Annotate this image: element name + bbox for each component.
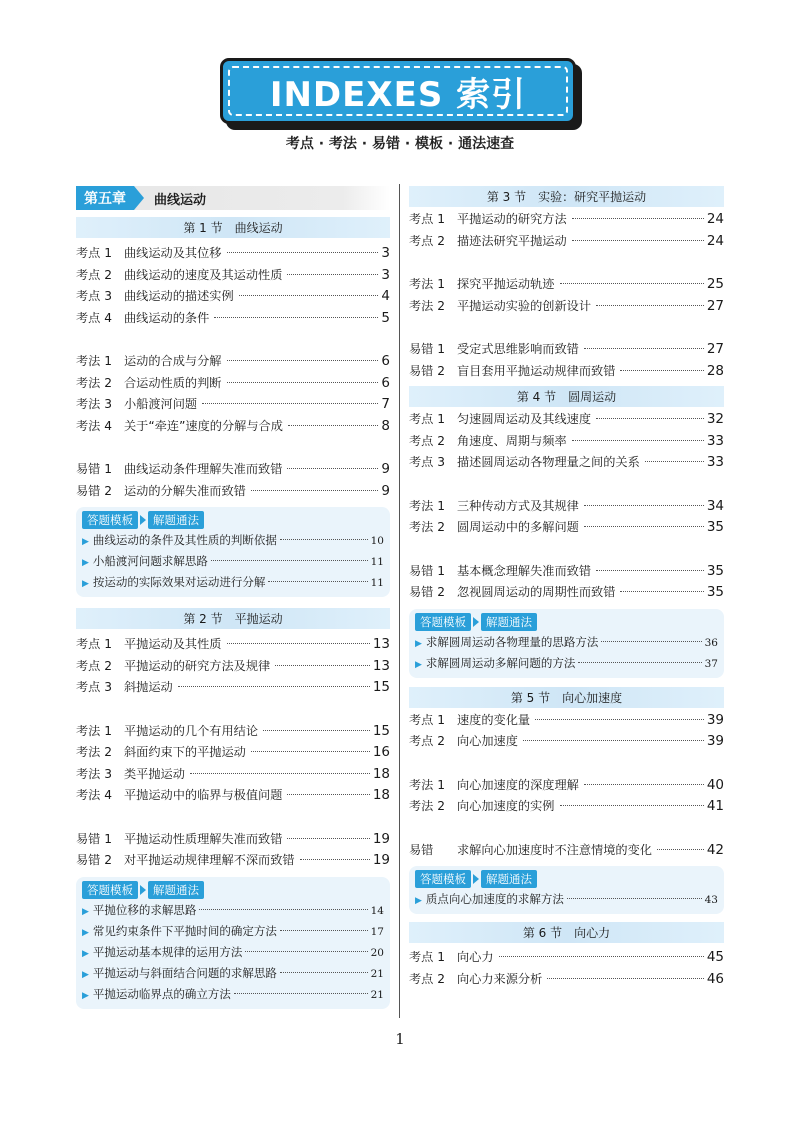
entry-title: 盲目套用平抛运动规律而致错 (457, 363, 616, 378)
leader-dots (596, 418, 704, 419)
entry-page: 34 (706, 497, 724, 514)
entry-page: 3 (381, 266, 390, 283)
template-item-title: 求解圆周运动各物理量的思路方法 (425, 634, 599, 649)
method-tag: 解题通法 (481, 870, 537, 888)
triangle-bullet-icon: ▶ (415, 659, 422, 670)
index-entry (409, 562, 724, 584)
index-entry (76, 266, 390, 288)
template-item-title: 平抛运动与斜面结合问题的求解思路 (92, 965, 277, 980)
leader-dots (535, 719, 704, 720)
leader-dots (227, 360, 379, 361)
entry-title: 曲线运动及其位移 (124, 246, 222, 260)
entry-code: 考点 1 (76, 246, 113, 260)
entry-title: 向心加速度的实例 (457, 799, 555, 813)
leader-dots (202, 403, 378, 404)
page-subtitle: 考点 · 考法 · 易错 · 模板 · 通法速查 (285, 136, 515, 152)
index-entry (76, 309, 390, 331)
index-entry (409, 518, 724, 540)
entry-page: 28 (706, 362, 724, 379)
entry-title: 角速度、周期与频率 (457, 433, 567, 448)
index-entry (76, 417, 390, 439)
leader-dots (596, 305, 704, 306)
leader-dots (584, 784, 704, 785)
section-header: 第 2 节 平抛运动 (76, 608, 390, 629)
template-box (409, 609, 724, 678)
leader-dots (275, 665, 370, 666)
entry-code: 考法 1 (76, 354, 113, 368)
entry-code: 考法 1 (409, 498, 446, 513)
entry-title: 运动的分解失准而致错 (124, 483, 246, 498)
leader-dots (251, 751, 370, 752)
entry-page: 32 (706, 411, 724, 427)
index-entry (76, 482, 390, 504)
leader-dots (287, 274, 378, 275)
template-tag: 答题模板 (82, 511, 138, 529)
entry-page: 25 (706, 276, 724, 292)
entry-code: 考法 1 (409, 277, 446, 291)
entry-title: 曲线运动的速度及其运动性质 (124, 267, 283, 282)
triangle-bullet-icon: ▶ (82, 990, 89, 1001)
leader-dots (620, 591, 703, 592)
template-box (409, 866, 724, 914)
entry-code: 考法 2 (76, 745, 113, 759)
entry-title: 描迹法研究平抛运动 (457, 233, 567, 248)
leader-dots (280, 930, 368, 931)
leader-dots (245, 951, 367, 952)
leader-dots (596, 570, 704, 571)
triangle-bullet-icon: ▶ (415, 896, 422, 906)
entry-title: 向心力 (457, 950, 494, 964)
entry-code: 考点 3 (409, 455, 446, 469)
template-item (415, 655, 718, 676)
entry-title: 平抛运动实验的创新设计 (457, 298, 592, 313)
index-entry (409, 497, 724, 519)
arrow-icon (140, 885, 146, 895)
template-item-page: 21 (370, 967, 384, 980)
entry-page: 4 (381, 288, 390, 304)
leader-dots (178, 686, 370, 687)
index-entry (76, 786, 390, 808)
index-entry (76, 657, 390, 679)
method-tag: 解题通法 (481, 613, 537, 631)
leader-dots (287, 468, 378, 469)
entry-code: 考点 3 (76, 289, 113, 303)
entry-page: 33 (706, 432, 724, 449)
index-entry (76, 352, 390, 374)
entry-code: 考点 2 (409, 433, 446, 448)
entry-code: 易错 1 (76, 462, 113, 476)
triangle-bullet-icon: ▶ (82, 969, 89, 980)
template-box (76, 877, 390, 1009)
entry-title: 类平抛运动 (124, 766, 185, 781)
leader-dots (547, 978, 704, 979)
leader-dots (601, 641, 701, 642)
template-item-page: 20 (370, 946, 384, 959)
chapter-header (76, 186, 390, 210)
entry-title: 求解向心加速度时不注意情境的变化 (457, 842, 652, 857)
template-item (82, 553, 384, 574)
index-entry (409, 232, 724, 254)
triangle-bullet-icon: ▶ (82, 558, 89, 568)
entry-page: 24 (706, 232, 724, 249)
leader-dots (268, 581, 367, 582)
entry-code: 考法 2 (76, 375, 113, 390)
entry-page: 39 (706, 733, 724, 749)
entry-code: 考法 3 (76, 397, 113, 411)
entry-code: 易错 1 (409, 342, 446, 356)
entry-title: 曲线运动的描述实例 (124, 289, 234, 303)
entry-page: 8 (381, 417, 390, 434)
template-header (415, 870, 718, 888)
template-box (76, 507, 390, 597)
index-entry (409, 275, 724, 297)
entry-title: 向心加速度的深度理解 (457, 777, 579, 792)
entry-page: 41 (706, 798, 724, 814)
entry-title: 平抛运动的几个有用结论 (124, 723, 259, 738)
entry-title: 平抛运动性质理解失准而致错 (124, 831, 283, 846)
entry-title: 描述圆周运动各物理量之间的关系 (457, 455, 640, 469)
entry-page: 18 (372, 787, 390, 803)
entry-title: 平抛运动中的临界与极值问题 (124, 788, 283, 802)
entry-code: 考点 1 (409, 212, 446, 226)
leader-dots (214, 317, 378, 318)
template-header (82, 881, 384, 899)
leader-dots (227, 382, 379, 383)
index-entry (409, 797, 724, 819)
entry-code: 考点 1 (76, 637, 113, 651)
entry-title: 忽视圆周运动的周期性而致错 (457, 585, 616, 599)
entry-code: 考点 2 (76, 267, 113, 282)
leader-dots (560, 283, 704, 284)
entry-page: 13 (372, 657, 390, 674)
index-entry (409, 362, 724, 384)
entry-title: 探究平抛运动轨迹 (457, 277, 555, 291)
entry-page: 40 (706, 776, 724, 793)
index-entry (76, 678, 390, 700)
leader-dots (620, 370, 703, 371)
index-entry (76, 244, 390, 266)
index-entry (409, 711, 724, 733)
template-item (415, 891, 718, 912)
template-header (82, 511, 384, 529)
template-item-title: 求解圆周运动多解问题的方法 (425, 655, 576, 670)
entry-page: 27 (706, 341, 724, 357)
entry-title: 曲线运动条件理解失准而致错 (124, 462, 283, 476)
leader-dots (572, 440, 704, 441)
entry-page: 9 (381, 482, 390, 499)
index-entry (409, 297, 724, 319)
template-item (82, 532, 384, 553)
index-entry (76, 722, 390, 744)
entry-page: 18 (372, 765, 390, 782)
entry-title: 小船渡河问题 (124, 397, 198, 411)
index-entry (76, 765, 390, 787)
template-tag: 答题模板 (82, 881, 138, 899)
entry-title: 速度的变化量 (457, 712, 531, 727)
entry-title: 斜面约束下的平抛运动 (124, 745, 246, 759)
triangle-bullet-icon: ▶ (82, 906, 89, 917)
leader-dots (288, 425, 379, 426)
entry-title: 合运动性质的判断 (124, 375, 222, 390)
chapter-name: 曲线运动 (154, 192, 207, 208)
leader-dots (190, 773, 370, 774)
template-item-title: 常见约束条件下平抛时间的确定方法 (92, 923, 277, 938)
template-item-page: 37 (704, 657, 718, 670)
entry-title: 斜抛运动 (124, 680, 173, 694)
leader-dots (572, 240, 704, 241)
entry-page: 46 (706, 970, 724, 987)
entry-title: 向心力来源分析 (457, 971, 543, 986)
leader-dots (584, 505, 704, 506)
entry-code: 易错 1 (409, 563, 446, 578)
index-entry (409, 453, 724, 475)
template-item-page: 21 (370, 988, 384, 1001)
entry-code: 考点 2 (76, 658, 113, 673)
entry-page: 33 (706, 454, 724, 470)
banner-dashed-frame (228, 66, 568, 116)
entry-title: 三种传动方式及其规律 (457, 498, 579, 513)
method-tag: 解题通法 (148, 511, 204, 529)
entry-code: 考点 2 (409, 734, 446, 748)
section-header: 第 6 节 向心力 (409, 922, 724, 943)
entry-code: 考法 4 (76, 788, 113, 802)
entry-code: 考法 1 (76, 723, 113, 738)
template-item-title: 平抛位移的求解思路 (92, 902, 197, 917)
left-column (76, 186, 390, 1009)
leader-dots (234, 993, 368, 994)
arrow-icon (140, 515, 146, 525)
entry-page: 7 (381, 396, 390, 412)
leader-dots (280, 539, 368, 540)
template-item-page: 10 (370, 535, 384, 547)
entry-page: 35 (706, 584, 724, 600)
triangle-bullet-icon: ▶ (82, 579, 89, 589)
entry-title: 受定式思维影响而致错 (457, 342, 579, 356)
entry-code: 考法 2 (409, 520, 446, 534)
index-entry (409, 340, 724, 362)
template-item-title: 平抛运动基本规律的运用方法 (92, 944, 243, 959)
template-item-page: 11 (370, 577, 384, 589)
entry-page: 15 (372, 679, 390, 695)
template-item-title: 按运动的实际效果对运动进行分解 (92, 575, 266, 589)
entry-page: 35 (706, 562, 724, 579)
leader-dots (239, 295, 379, 296)
column-divider (399, 184, 400, 1018)
leader-dots (572, 218, 704, 219)
template-item (82, 986, 384, 1007)
entry-title: 平抛运动及其性质 (124, 637, 222, 651)
template-tag: 答题模板 (415, 613, 471, 631)
index-entry (76, 743, 390, 765)
template-item-page: 14 (370, 904, 384, 917)
entry-page: 39 (706, 711, 724, 728)
entry-code: 考点 1 (409, 712, 446, 727)
index-entry (409, 841, 724, 863)
section-header: 第 1 节 曲线运动 (76, 217, 390, 238)
template-item-page: 36 (704, 636, 718, 649)
entry-code: 易错 1 (76, 831, 113, 846)
template-item-page: 17 (370, 925, 384, 938)
entry-page: 45 (706, 949, 724, 965)
index-banner (220, 58, 576, 124)
leader-dots (560, 805, 704, 806)
triangle-bullet-icon: ▶ (82, 948, 89, 959)
leader-dots (300, 859, 370, 860)
entry-page: 3 (381, 245, 390, 261)
arrow-icon (473, 874, 479, 884)
entry-page: 35 (706, 519, 724, 535)
template-item (415, 634, 718, 655)
index-entry (409, 210, 724, 232)
right-column (409, 186, 724, 991)
entry-page: 6 (381, 374, 390, 391)
entry-page: 9 (381, 461, 390, 477)
index-entry (76, 374, 390, 396)
index-entry (409, 948, 724, 970)
index-entry (409, 410, 724, 432)
entry-page: 27 (706, 297, 724, 314)
chapter-tag: 第五章 (76, 186, 134, 210)
leader-dots (227, 643, 370, 644)
section-header: 第 5 节 向心加速度 (409, 687, 724, 708)
entry-code: 考法 4 (76, 418, 113, 433)
entry-title: 圆周运动中的多解问题 (457, 520, 579, 534)
entry-code: 考法 3 (76, 766, 113, 781)
index-entry (76, 830, 390, 852)
entry-code: 考法 1 (409, 777, 446, 792)
leader-dots (523, 740, 704, 741)
entry-page: 42 (706, 841, 724, 858)
leader-dots (578, 662, 701, 663)
page-number: 1 (395, 1030, 405, 1048)
entry-code: 考点 4 (76, 310, 113, 325)
index-entry (409, 732, 724, 754)
section-header: 第 4 节 圆周运动 (409, 386, 724, 407)
index-entry (409, 583, 724, 605)
entry-page: 16 (372, 744, 390, 760)
index-entry (409, 970, 724, 992)
template-item (82, 902, 384, 923)
template-item-page: 43 (704, 894, 718, 906)
section-header: 第 3 节 实验：研究平抛运动 (409, 186, 724, 207)
entry-title: 平抛运动的研究方法及规律 (124, 658, 271, 673)
template-item (82, 965, 384, 986)
entry-code: 易错 (409, 842, 434, 857)
index-entry (76, 395, 390, 417)
index-entry (76, 287, 390, 309)
entry-code: 易错 2 (76, 853, 113, 867)
leader-dots (584, 348, 704, 349)
template-item (82, 574, 384, 595)
entry-title: 平抛运动的研究方法 (457, 212, 567, 226)
entry-code: 易错 2 (409, 585, 446, 599)
leader-dots (251, 490, 379, 491)
entry-page: 15 (372, 722, 390, 739)
template-item-page: 11 (370, 556, 384, 568)
template-item-title: 曲线运动的条件及其性质的判断依据 (92, 533, 277, 547)
entry-code: 考法 2 (409, 298, 446, 313)
arrow-icon (473, 617, 479, 627)
triangle-bullet-icon: ▶ (82, 537, 89, 547)
entry-code: 考点 2 (409, 233, 446, 248)
entry-title: 向心加速度 (457, 734, 518, 748)
entry-title: 匀速圆周运动及其线速度 (457, 412, 592, 426)
entry-title: 运动的合成与分解 (124, 354, 222, 368)
entry-code: 考点 1 (409, 950, 446, 964)
entry-code: 考点 1 (409, 412, 446, 426)
template-header (415, 613, 718, 631)
leader-dots (280, 972, 368, 973)
entry-title: 关于“牵连”速度的分解与合成 (124, 418, 283, 433)
index-entry (409, 776, 724, 798)
leader-dots (499, 956, 704, 957)
index-entry (409, 432, 724, 454)
template-item (82, 944, 384, 965)
entry-title: 对平抛运动规律理解不深而致错 (124, 853, 295, 867)
leader-dots (584, 526, 704, 527)
leader-dots (287, 794, 369, 795)
leader-dots (287, 838, 369, 839)
entry-code: 考点 3 (76, 680, 113, 694)
entry-title: 基本概念理解失准而致错 (457, 563, 592, 578)
leader-dots (211, 560, 368, 561)
index-entry (76, 460, 390, 482)
entry-title: 曲线运动的条件 (124, 310, 210, 325)
index-entry (76, 635, 390, 657)
leader-dots (657, 849, 704, 850)
triangle-bullet-icon: ▶ (415, 638, 422, 649)
template-tag: 答题模板 (415, 870, 471, 888)
index-entry (76, 851, 390, 873)
leader-dots (645, 461, 704, 462)
entry-code: 易错 2 (76, 483, 113, 498)
entry-page: 19 (372, 852, 390, 868)
entry-code: 易错 2 (409, 363, 446, 378)
leader-dots (567, 898, 702, 899)
entry-page: 5 (381, 309, 390, 326)
leader-dots (263, 730, 370, 731)
entry-code: 考法 2 (409, 799, 446, 813)
template-item-title: 质点向心加速度的求解方法 (425, 892, 564, 906)
page-title: INDEXES 索引 (269, 74, 527, 115)
entry-page: 19 (372, 830, 390, 847)
leader-dots (227, 252, 379, 253)
method-tag: 解题通法 (148, 881, 204, 899)
entry-page: 6 (381, 353, 390, 369)
template-item (82, 923, 384, 944)
entry-page: 13 (372, 636, 390, 652)
template-item-title: 平抛运动临界点的确立方法 (92, 986, 231, 1001)
triangle-bullet-icon: ▶ (82, 927, 89, 938)
entry-code: 考点 2 (409, 971, 446, 986)
leader-dots (199, 909, 367, 910)
entry-page: 24 (706, 211, 724, 227)
template-item-title: 小船渡河问题求解思路 (92, 554, 208, 568)
